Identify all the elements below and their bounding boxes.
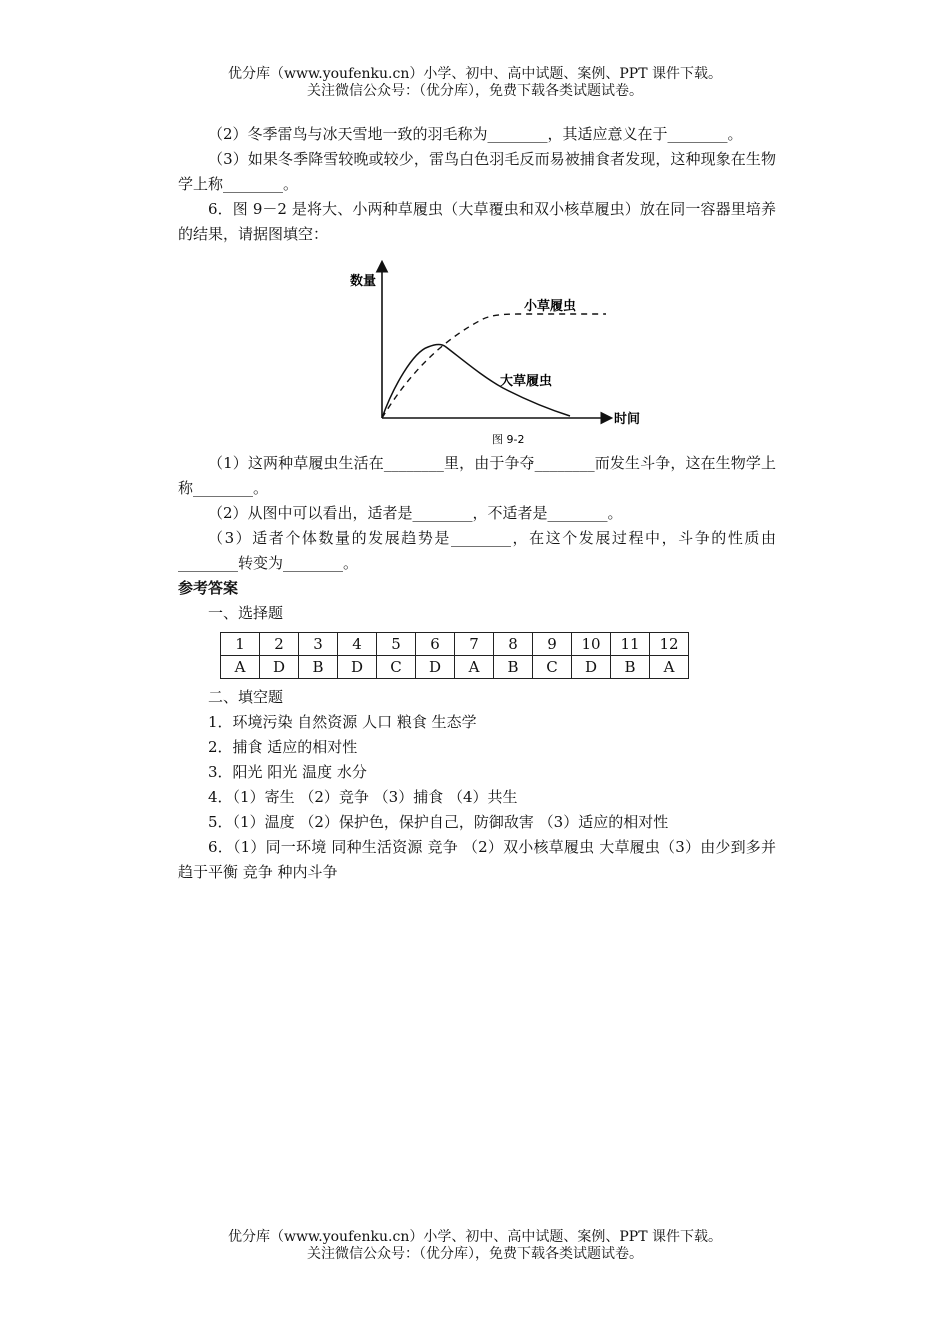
table-cell: D xyxy=(416,656,455,679)
table-cell: A xyxy=(650,656,689,679)
table-cell: 6 xyxy=(416,633,455,656)
table-cell: B xyxy=(299,656,338,679)
question-6-2: （2）从图中可以看出，适者是________，不适者是________。 xyxy=(208,504,623,522)
fill-answer-1: 1．环境污染 自然资源 人口 粮食 生态学 xyxy=(208,713,477,731)
header-line-1: 优分库（www.youfenku.cn）小学、初中、高中试题、案例、PPT 课件下载。 xyxy=(227,66,722,82)
table-cell: A xyxy=(455,656,494,679)
answer-table xyxy=(220,632,689,679)
table-cell: 2 xyxy=(260,633,299,656)
header-line-2: 关注微信公众号：（优分库），免费下载各类试题试卷。 xyxy=(307,83,643,99)
fill-answer-6: 6．（1）同一环境 同种生活资源 竞争 （2）双小核草履虫 大草履虫（3）由少到多并趋于平衡 竞争 种内斗争 xyxy=(178,838,776,881)
table-cell: 11 xyxy=(611,633,650,656)
table-cell: B xyxy=(494,656,533,679)
table-cell: 3 xyxy=(299,633,338,656)
question-6-intro: 6．图 9－2 是将大、小两种草履虫（大草覆虫和双小核草履虫）放在同一容器里培养的结果，请据图填空： xyxy=(178,200,776,243)
fill-answer-2: 2．捕食 适应的相对性 xyxy=(208,738,358,756)
table-cell: C xyxy=(533,656,572,679)
table-cell: A xyxy=(221,656,260,679)
table-cell: B xyxy=(611,656,650,679)
table-cell: D xyxy=(572,656,611,679)
table-cell: C xyxy=(377,656,416,679)
table-cell: 5 xyxy=(377,633,416,656)
question-6-3: （3）适者个体数量的发展趋势是________，在这个发展过程中，斗争的性质由________转变为________。 xyxy=(178,529,776,572)
table-cell: 9 xyxy=(533,633,572,656)
question-5-3: （3）如果冬季降雪较晚或较少，雷鸟白色羽毛反而易被捕食者发现，这种现象在生物学上称________。 xyxy=(178,150,776,193)
answers-title: 参考答案 xyxy=(178,579,239,597)
fill-answer-5: 5．（1）温度 （2）保护色，保护自己，防御敌害 （3）适应的相对性 xyxy=(208,813,669,831)
legend-large-paramecium: 大草履虫 xyxy=(500,374,553,389)
page-header xyxy=(0,66,950,100)
table-cell: 10 xyxy=(572,633,611,656)
question-6-1: （1）这两种草履虫生活在________里，由于争夺________而发生斗争，这在生物学上称________。 xyxy=(178,454,776,497)
series-small-paramecium-line xyxy=(382,314,606,418)
fill-answer-4: 4．（1）寄生 （2）竞争 （3）捕食 （4）共生 xyxy=(208,788,518,806)
population-chart xyxy=(178,257,776,446)
page-footer xyxy=(0,1229,950,1263)
figure-caption: 图 9-2 xyxy=(492,433,525,446)
figure-9-2 xyxy=(178,257,776,446)
y-axis-label: 数量 xyxy=(350,274,377,289)
legend-small-paramecium: 小草履虫 xyxy=(524,299,577,314)
table-cell: D xyxy=(260,656,299,679)
table-cell: 12 xyxy=(650,633,689,656)
section-fill-heading: 二、填空题 xyxy=(208,688,284,706)
x-axis-label: 时间 xyxy=(614,412,641,427)
question-5-2: （2）冬季雷鸟与冰天雪地一致的羽毛称为________，其适应意义在于________。 xyxy=(208,125,743,143)
table-cell: 8 xyxy=(494,633,533,656)
answer-table-number-row xyxy=(221,633,689,656)
table-cell: 1 xyxy=(221,633,260,656)
footer-line-1: 优分库（www.youfenku.cn）小学、初中、高中试题、案例、PPT 课件下载。 xyxy=(227,1229,722,1245)
answer-table-answer-row xyxy=(221,656,689,679)
section-choice-heading: 一、选择题 xyxy=(208,604,284,622)
footer-line-2: 关注微信公众号：（优分库），免费下载各类试题试卷。 xyxy=(307,1246,643,1262)
fill-answer-3: 3．阳光 阳光 温度 水分 xyxy=(208,763,367,781)
table-cell: 7 xyxy=(455,633,494,656)
document-body xyxy=(178,122,776,885)
table-cell: D xyxy=(338,656,377,679)
table-cell: 4 xyxy=(338,633,377,656)
